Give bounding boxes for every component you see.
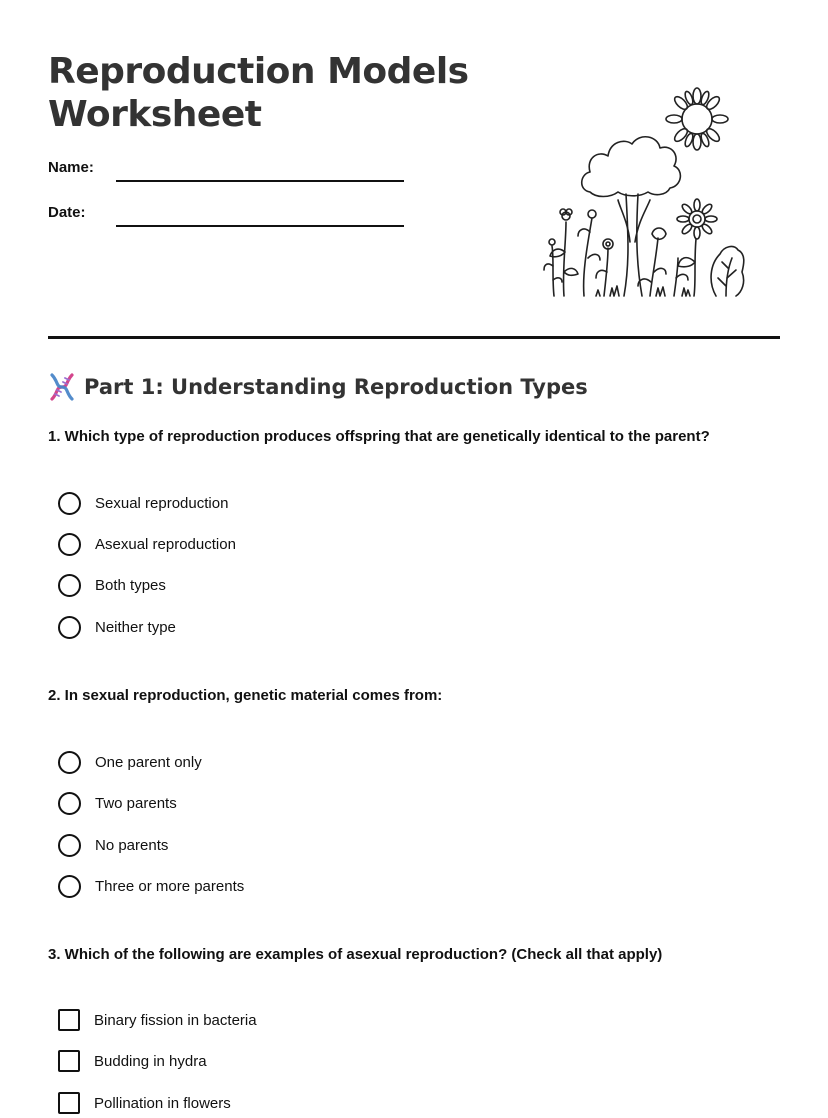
date-label: Date:	[48, 204, 86, 221]
option-label: Asexual reproduction	[95, 535, 236, 553]
radio-button[interactable]	[58, 533, 81, 556]
name-label: Name:	[48, 159, 94, 176]
q2-option-4[interactable]	[58, 874, 244, 898]
question-2: 2. In sexual reproduction, genetic material comes from:	[48, 687, 443, 704]
q1-option-3[interactable]	[58, 573, 166, 597]
radio-button[interactable]	[58, 834, 81, 857]
option-label: Three or more parents	[95, 877, 245, 895]
q2-option-3[interactable]	[58, 833, 168, 857]
q3-option-1[interactable]	[58, 1008, 257, 1032]
q2-option-2[interactable]	[58, 791, 177, 815]
q1-option-4[interactable]	[58, 615, 176, 639]
radio-button[interactable]	[58, 751, 81, 774]
radio-button[interactable]	[58, 616, 81, 639]
checkbox[interactable]	[58, 1092, 80, 1114]
date-field[interactable]	[116, 225, 404, 227]
dna-icon	[48, 373, 76, 401]
question-3: 3. Which of the following are examples of asexual reproduction? (Check all that apply)	[48, 946, 663, 963]
option-label: Two parents	[95, 794, 177, 812]
part1-heading	[48, 373, 588, 401]
q1-option-1[interactable]	[58, 491, 228, 515]
title-line-1: Reproduction Models	[48, 51, 469, 92]
tree-flowers-sun-illustration	[538, 82, 750, 302]
option-label: No parents	[95, 836, 169, 854]
q1-option-2[interactable]	[58, 532, 236, 556]
checkbox[interactable]	[58, 1009, 80, 1031]
option-label: Pollination in flowers	[94, 1094, 231, 1112]
option-label: One parent only	[95, 753, 202, 771]
checkbox[interactable]	[58, 1050, 80, 1072]
option-label: Neither type	[95, 618, 176, 636]
option-label: Both types	[95, 576, 166, 594]
q3-option-2[interactable]	[58, 1049, 207, 1073]
option-label: Sexual reproduction	[95, 494, 229, 512]
header-divider	[48, 336, 780, 339]
option-label: Budding in hydra	[94, 1052, 207, 1070]
radio-button[interactable]	[58, 492, 81, 515]
sun-icon	[666, 88, 728, 150]
title-line-2: Worksheet	[48, 94, 262, 135]
worksheet-title	[48, 50, 518, 136]
q3-option-3[interactable]	[58, 1091, 231, 1115]
q2-option-1[interactable]	[58, 750, 202, 774]
radio-button[interactable]	[58, 792, 81, 815]
part1-heading-text: Part 1: Understanding Reproduction Types	[84, 375, 588, 399]
radio-button[interactable]	[58, 574, 81, 597]
radio-button[interactable]	[58, 875, 81, 898]
option-label: Binary fission in bacteria	[94, 1011, 257, 1029]
name-field[interactable]	[116, 180, 404, 182]
question-1: 1. Which type of reproduction produces offspring that are genetically identical to the parent?	[48, 428, 710, 445]
